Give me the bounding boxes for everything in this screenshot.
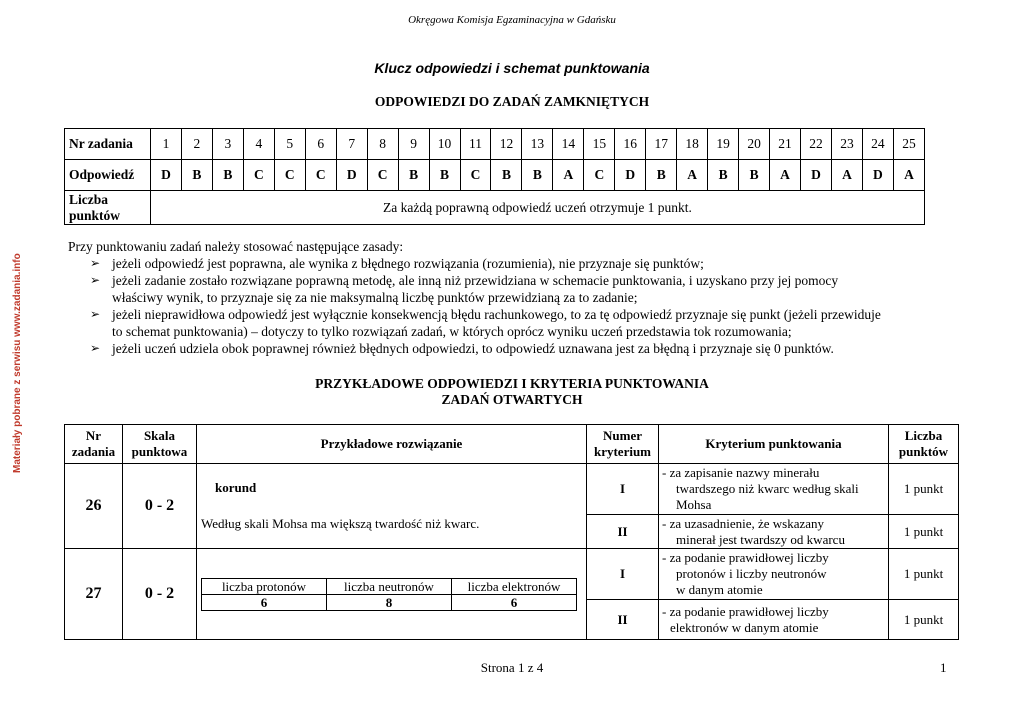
rule-item xyxy=(68,306,968,340)
rule-line: jeżeli odpowiedź jest poprawna, ale wynika z błędnego rozwiązania (rozumienia), nie przyznaje się punktów; xyxy=(112,256,704,271)
criterion-points: 1 punkt xyxy=(889,549,959,600)
answer-cell: D xyxy=(862,160,893,191)
answer-cell: B xyxy=(429,160,460,191)
task-scale: 0 - 2 xyxy=(123,549,197,640)
criterion-points: 1 punkt xyxy=(889,600,959,640)
points-note: Za każdą poprawną odpowiedź uczeń otrzymuje 1 punkt. xyxy=(151,191,925,225)
answer-cell: B xyxy=(181,160,212,191)
inner-header: liczba neutronów xyxy=(327,578,452,594)
task-number-cell: 19 xyxy=(708,129,739,160)
answer-cell: B xyxy=(739,160,770,191)
task-number-cell: 20 xyxy=(739,129,770,160)
task-number-cell: 6 xyxy=(305,129,336,160)
inner-header: liczba protonów xyxy=(202,578,327,594)
task-number-cell: 25 xyxy=(893,129,924,160)
task-number-cell: 8 xyxy=(367,129,398,160)
task-number-cell: 1 xyxy=(151,129,182,160)
closed-tasks-heading: ODPOWIEDZI DO ZADAŃ ZAMKNIĘTYCH xyxy=(374,94,650,109)
closed-answers-table xyxy=(64,128,925,225)
col-header-criterion: Kryterium punktowania xyxy=(659,425,889,464)
rule-line: jeżeli zadanie zostało rozwiązane poprawną metodę, ale inną niż przewidziana w schemacie punktowania, i uzyskano przy jej pomocy xyxy=(112,273,839,288)
scoring-rules xyxy=(68,238,968,357)
task-number-cell: 11 xyxy=(460,129,491,160)
answer-cell: C xyxy=(460,160,491,191)
criterion-points: 1 punkt xyxy=(889,464,959,515)
answer-cell: D xyxy=(336,160,367,191)
task-number-cell: 3 xyxy=(212,129,243,160)
rule-item xyxy=(68,340,968,357)
col-header-points: Liczba punktów xyxy=(889,425,959,464)
col-header-nr: Nr zadania xyxy=(65,425,123,464)
answer-cell: B xyxy=(491,160,522,191)
answer-cell: B xyxy=(708,160,739,191)
row-label-points: Liczba punktów xyxy=(65,191,151,225)
arrow-bullet-icon: ➢ xyxy=(90,256,101,270)
answer-cell: C xyxy=(305,160,336,191)
criterion-number: II xyxy=(587,515,659,549)
criterion-text: - za uzasadnienie, że wskazany minerał jest twardszy od kwarcu xyxy=(659,515,889,549)
inner-value: 8 xyxy=(327,594,452,610)
atom-particles-table xyxy=(201,578,577,611)
rule-item xyxy=(68,272,968,306)
open-tasks-heading xyxy=(0,376,1024,408)
footer-page-number: 1 xyxy=(940,660,947,675)
task-number-cell: 17 xyxy=(646,129,677,160)
watermark-text: Materiały pobrane z serwisu www.zadania.info xyxy=(12,253,23,473)
row-label-answer: Odpowiedź xyxy=(65,160,151,191)
task-number-cell: 14 xyxy=(553,129,584,160)
task-number-cell: 15 xyxy=(584,129,615,160)
task-number-cell: 13 xyxy=(522,129,553,160)
answer-cell: C xyxy=(367,160,398,191)
task-number-cell: 18 xyxy=(677,129,708,160)
criterion-text: - za zapisanie nazwy minerału twardszego niż kwarc według skali Mohsa xyxy=(659,464,889,515)
document-title: Klucz odpowiedzi i schemat punktowania xyxy=(374,60,650,76)
open-tasks-table xyxy=(64,424,959,640)
col-header-solution: Przykładowe rozwiązanie xyxy=(197,425,587,464)
answer-cell: D xyxy=(615,160,646,191)
task-number: 27 xyxy=(65,549,123,640)
rule-line: jeżeli uczeń udziela obok poprawnej również błędnych odpowiedzi, to odpowiedź uznawana jest za błędną i przyznaje się 0 punktów. xyxy=(112,341,834,356)
answer-cell: B xyxy=(398,160,429,191)
task-number-cell: 24 xyxy=(862,129,893,160)
task-number-cell: 2 xyxy=(181,129,212,160)
answer-cell: B xyxy=(212,160,243,191)
answer-cell: A xyxy=(770,160,801,191)
rule-line: jeżeli nieprawidłowa odpowiedź jest wyłącznie konsekwencją błędu rachunkowego, to za tę odpowiedź przyznaje się punkt (jeżeli przewiduje xyxy=(112,307,881,322)
task-scale: 0 - 2 xyxy=(123,464,197,549)
criterion-number: I xyxy=(587,549,659,600)
answer-cell: D xyxy=(801,160,832,191)
inner-header: liczba elektronów xyxy=(452,578,577,594)
rule-line: to schemat punktowania) – dotyczy to tylko rozwiązań zadań, w których oprócz wyniku uczeń przedstawia tok rozumowania; xyxy=(112,324,792,339)
col-header-scale: Skala punktowa xyxy=(123,425,197,464)
answer-cell: A xyxy=(831,160,862,191)
answer-cell: D xyxy=(151,160,182,191)
col-header-criterion-number: Numer kryterium xyxy=(587,425,659,464)
arrow-bullet-icon: ➢ xyxy=(90,273,101,287)
answer-cell: B xyxy=(646,160,677,191)
arrow-bullet-icon: ➢ xyxy=(90,307,101,321)
header-institution: Okręgowa Komisja Egzaminacyjna w Gdańsku xyxy=(408,14,616,26)
open-heading-line: ZADAŃ OTWARTYCH xyxy=(441,392,583,407)
answer-sentence: Według skali Mohsa ma większą twardość niż kwarc. xyxy=(201,516,480,531)
task-number-cell: 10 xyxy=(429,129,460,160)
row-label-task: Nr zadania xyxy=(65,129,151,160)
task-number-cell: 12 xyxy=(491,129,522,160)
arrow-bullet-icon: ➢ xyxy=(90,341,101,355)
answer-cell: C xyxy=(274,160,305,191)
answer-cell: B xyxy=(522,160,553,191)
answer-word: korund xyxy=(215,480,257,495)
criterion-points: 1 punkt xyxy=(889,515,959,549)
rules-intro: Przy punktowaniu zadań należy stosować następujące zasady: xyxy=(68,239,404,254)
task-number-cell: 5 xyxy=(274,129,305,160)
criterion-text: - za podanie prawidłowej liczby protonów i liczby neutronów w danym atomie xyxy=(659,549,889,600)
rule-item xyxy=(68,255,968,272)
task-number: 26 xyxy=(65,464,123,549)
task-number-cell: 22 xyxy=(801,129,832,160)
footer-page-label: Strona 1 z 4 xyxy=(480,660,544,675)
task-number-cell: 9 xyxy=(398,129,429,160)
task-number-cell: 23 xyxy=(831,129,862,160)
task-number-cell: 21 xyxy=(770,129,801,160)
answer-cell: C xyxy=(584,160,615,191)
criterion-text: - za podanie prawidłowej liczby elektronów w danym atomie xyxy=(659,600,889,640)
watermark xyxy=(6,245,26,475)
task-number-cell: 7 xyxy=(336,129,367,160)
task-number-cell: 16 xyxy=(615,129,646,160)
task-solution xyxy=(197,464,587,549)
answer-cell: C xyxy=(243,160,274,191)
answer-cell: A xyxy=(553,160,584,191)
task-number-cell: 4 xyxy=(243,129,274,160)
criterion-number: I xyxy=(587,464,659,515)
task-solution xyxy=(197,549,587,640)
inner-value: 6 xyxy=(452,594,577,610)
inner-value: 6 xyxy=(202,594,327,610)
answer-cell: A xyxy=(893,160,924,191)
criterion-number: II xyxy=(587,600,659,640)
open-heading-line: PRZYKŁADOWE ODPOWIEDZI I KRYTERIA PUNKTOWANIA xyxy=(315,376,709,391)
rule-line: właściwy wynik, to przyznaje się za nie maksymalną liczbę punktów przewidzianą za to zadanie; xyxy=(112,290,638,305)
answer-cell: A xyxy=(677,160,708,191)
